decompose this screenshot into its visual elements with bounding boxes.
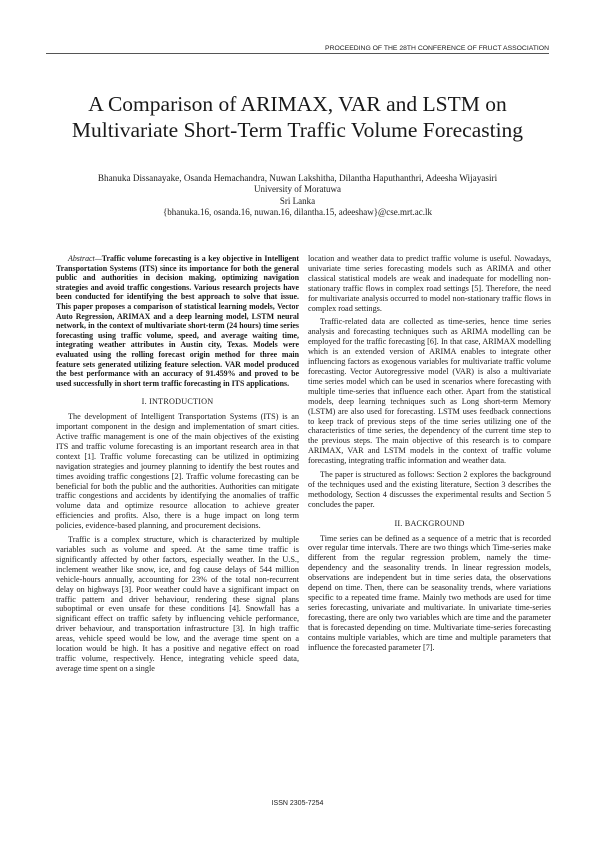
- abstract-label: Abstract—: [68, 254, 102, 263]
- intro-paragraph-2: Traffic is a complex structure, which is characterized by multiple variables such as volume and speed. At the same time traffic is significantly affected by other factors, especially weather. In the U.S., inclement weather like snow, ice, and fog cause delays of 544 million vehicle-hours annually, accounting for 23% of the total non-recurrent delay on highways [3]. Poor weather could have a significant impact on traffic pattern and driver behaviour, rendering these signal plans suboptimal or even unsafe for these conditions [4]. Snowfall has a significant effect on traffic safety by influencing vehicle performance, driver behaviour, and transportation infrastructure [3]. In high traffic areas, vehicle speed would be low, and the average time spent on a location would be high. It has a positive and negative effect on road traffic volume, respectively. Hence, integrating vehicle speed data, average time spent on a single: [56, 535, 299, 673]
- right-column: [308, 254, 551, 652]
- title-line-1: A Comparison of ARIMAX, VAR and LSTM on: [88, 92, 507, 116]
- intro-paragraph-1: The development of Intelligent Transportation Systems (ITS) is an important component in the design and implementation of smart cities. Active traffic management is one of the main objectives of the existing ITS and traffic volume forecasting is an important research area in that context [1]. Traffic volume forecasting can be utilized in optimizing navigation strategies and journey planning to identify the best routes and times avoiding traffic congestions [2]. Traffic volume forecasting can be beneficial for both the public and the authorities. Authorities can mitigate traffic congestions and accidents by identifying the anomalies of traffic volume data and optimize resource allocation to achieve greater efficiencies and profits. Also, there is a huge impact on long term policies, evidence-based planning, and procurement decisions.: [56, 412, 299, 531]
- intro-paragraph-4: The paper is structured as follows: Section 2 explores the background of the techniques used and the existing literature, Section 3 describes the methodology, Section 4 discusses the experimental results and Section 5 concludes the paper.: [308, 470, 551, 509]
- intro-paragraph-2-continued: location and weather data to predict traffic volume is useful. Nowadays, univariate time series forecasting models such as ARIMA and other classical statistical models are weak and inadequate for modelling non-stationary traffic flows in complex road settings [5]. Therefore, the need for multivariate analysis occurred to model non-stationary traffic flows in complex road settings.: [308, 254, 551, 313]
- affiliation-country: Sri Lanka: [279, 195, 316, 206]
- abstract-text: Traffic volume forecasting is a key objective in Intelligent Transportation Systems (ITS) since its importance for both the general public and authorities in decision making, optimizing navigation strategies and avoid traffic congestions. Various research projects have been conducted for identifying the best approach to solve that issue. This paper proposes a comparison of statistical learning models, Vector Auto Regression, ARIMAX and a deep learning model, LSTM neural network, in the context of multivariate short-term (24 hours) time series forecasting using traffic volume, speed, and average waiting time, integrating weather attributes in Austin city, Texas. Models were evaluated using the rolling forecast origin method for three main feature sets generated utilizing feature selection. VAR model produced the best performance with an accuracy of 91.459% and proved to be used successfully in short term traffic forecasting in ITS applications.: [56, 254, 299, 388]
- paper-title: [40, 91, 555, 143]
- author-names: Bhanuka Dissanayake, Osanda Hemachandra, Nuwan Lakshitha, Dilantha Haputhanthri, Adeesha Wijayasiri: [97, 173, 498, 183]
- author-emails: {bhanuka.16, osanda.16, nuwan.16, dilantha.15, adeeshaw}@cse.mrt.ac.lk: [162, 207, 433, 217]
- title-line-2: Multivariate Short-Term Traffic Volume Forecasting: [71, 118, 524, 142]
- section-heading-background: II. BACKGROUND: [394, 518, 465, 528]
- left-column: [56, 254, 299, 674]
- background-paragraph-1: Time series can be defined as a sequence of a metric that is recorded over regular time intervals. There are two things which Time-series make different from the regular regression problem, namely the time-dependency and the seasonality trends. In linear regression models, observations are independent but in time series data, the observations depend on time. Then, there can be seasonality trends, where variations specific to a repeated time frame. Mainly two methods are used for time series forecasting, univariate and multivariate. In univariate time-series forecasting, there are only two variables which are time and the parameter that is forecasted depending on time. Multivariate time-series forecasting contains multiple variables, which are time and multiple parameters that influence the forecasted parameter [7].: [308, 533, 551, 652]
- abstract: [56, 254, 299, 388]
- author-block: [40, 172, 555, 219]
- section-heading-introduction: I. INTRODUCTION: [141, 397, 214, 407]
- running-head: PROCEEDING OF THE 28TH CONFERENCE OF FRUCT ASSOCIATION: [46, 44, 549, 54]
- issn-footer: ISSN 2305-7254: [271, 800, 324, 807]
- affiliation-university: University of Moratuwa: [254, 184, 341, 194]
- intro-paragraph-3: Traffic-related data are collected as time-series, hence time series analysis and forecasting techniques such as ARIMA modelling can be employed for the traffic forecasting [6]. In that case, ARIMAX modelling which is an extended version of ARIMA enables to integrate other influencing factors as exogenous variables for multivariate traffic volume forecasting. Vector Autoregressive model (VAR) is also a multivariate time series model which can be used in scenarios where forecasting with multiple time-series that influence each other. Apart from the statistical models, deep learning techniques such as Long short-term Memory (LSTM) are also used for forecasting. LSTM uses feedback connections to keep track of previous steps of the time series utilizing one of the characteristics of time series, the dependency of the current time step to the previous steps. The main objective of this research is to compare ARIMAX, VAR and LSTM models in the context of traffic volume forecasting, integrating traffic information and weather data.: [308, 317, 551, 466]
